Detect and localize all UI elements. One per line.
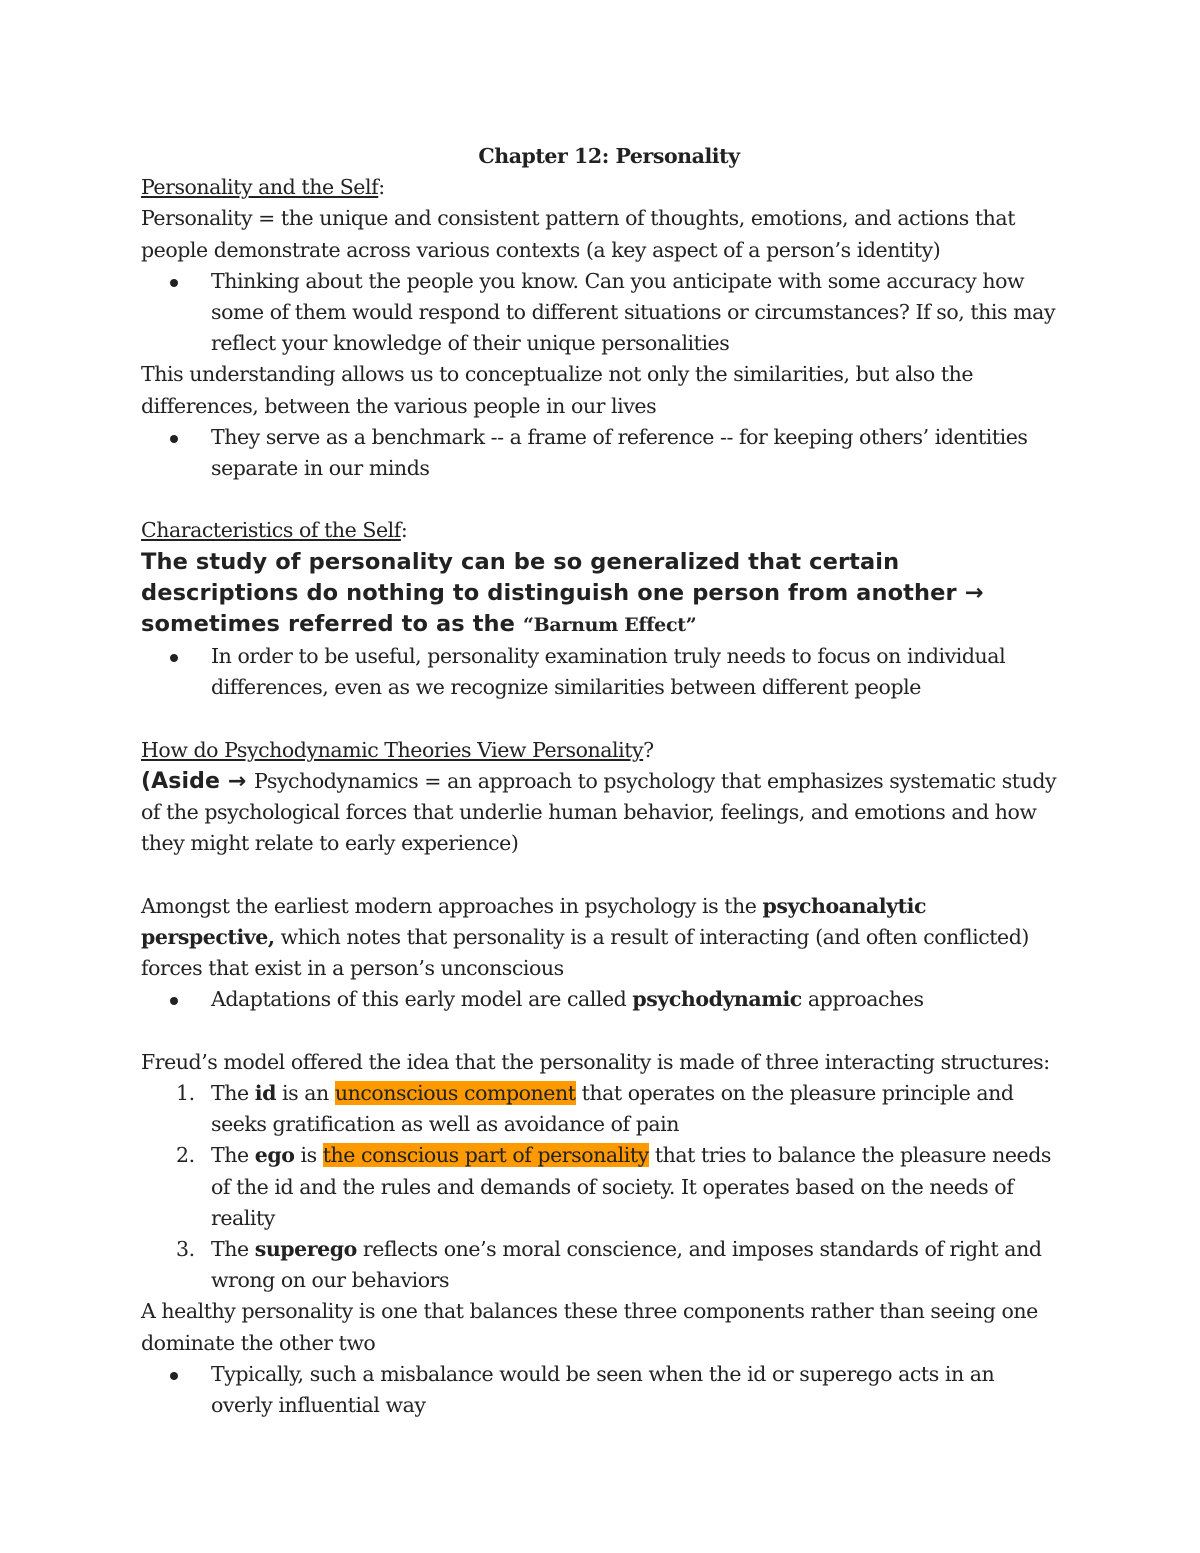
highlighted-text: unconscious component: [334, 1081, 576, 1106]
list-number: 3.: [176, 1237, 195, 1262]
id-term: id: [254, 1081, 276, 1106]
aside-lead: (Aside →: [141, 769, 255, 795]
text-run: which notes that personality is a result of interacting (and often conflicted) forces that exist in a person’s unconscious: [141, 925, 1029, 981]
heading-qmark: ?: [643, 737, 654, 762]
barnum-text: The study of personality can be so generalized that certain descriptions do nothing to distinguish one person from another → sometimes referred to as the: [141, 548, 984, 638]
list-number: 2.: [176, 1143, 195, 1168]
text-run: that tries to balance the pleasure needs of the id and the rules and demands of society. It operates based on the needs of reality: [211, 1143, 1051, 1230]
personality-definition: Personality = the unique and consistent pattern of thoughts, emotions, and actions that people demonstrate across various contexts (a key aspect of a person’s identity): [141, 206, 1015, 262]
healthy-personality-paragraph: A healthy personality is one that balances these three components rather than seeing one dominate the other two: [141, 1299, 1038, 1355]
text-run: is: [294, 1143, 323, 1168]
aside-paragraph: [141, 766, 1061, 860]
freud-model-paragraph: Freud’s model offered the idea that the personality is made of three interacting structures:: [141, 1049, 1050, 1074]
page-title: Chapter 12: Personality: [478, 144, 740, 168]
list-item-superego: [141, 1234, 1061, 1296]
aside-text: Psychodynamics = an approach to psychology that emphasizes systematic study of the psychological forces that underlie human behavior, feelings, and emotions and how they might relate to early experience): [141, 769, 1057, 856]
ego-term: ego: [254, 1143, 295, 1168]
list-item: Typically, such a misbalance would be seen when the id or superego acts in an overly influential way: [141, 1359, 1061, 1421]
text-run: approaches: [801, 987, 924, 1012]
heading-text: How do Psychodynamic Theories View Personality: [141, 737, 644, 762]
text-run: reflects one’s moral conscience, and imposes standards of right and wrong on our behaviors: [211, 1237, 1042, 1293]
list-item: In order to be useful, personality examination truly needs to focus on individual differences, even as we recognize similarities between different people: [141, 641, 1061, 703]
document-body: [141, 141, 1061, 1421]
heading-text: Personality and the Self: [141, 175, 379, 200]
text-run: The: [211, 1143, 255, 1168]
text-run: Adaptations of this early model are called: [211, 987, 633, 1012]
text-run: The: [211, 1237, 255, 1262]
bullet-list: [141, 641, 1061, 703]
list-item-id: [141, 1078, 1061, 1140]
spacer: [141, 1016, 1061, 1047]
text-run: Amongst the earliest modern approaches in psychology is the: [141, 893, 763, 918]
list-item-ego: [141, 1140, 1061, 1234]
section-characteristics-heading: [141, 515, 1061, 546]
heading-colon: :: [378, 175, 385, 200]
psychodynamic-term: psychodynamic: [632, 987, 802, 1012]
list-item: [141, 984, 1061, 1015]
psychoanalytic-term: psychoanalytic perspective,: [141, 893, 926, 950]
text-run: The: [211, 1081, 255, 1106]
bullet-list: [141, 422, 1061, 484]
heading-colon: :: [400, 518, 408, 543]
spacer: [141, 860, 1061, 891]
bullet-list: [141, 266, 1061, 360]
understanding-paragraph: This understanding allows us to conceptualize not only the similarities, but also the differences, between the various people in our lives: [141, 362, 974, 418]
list-item: They serve as a benchmark -- a frame of reference -- for keeping others’ identities separate in our minds: [141, 422, 1061, 484]
spacer: [141, 704, 1061, 735]
list-number: 1.: [176, 1081, 195, 1106]
section-psychodynamic-heading: [141, 735, 1061, 766]
numbered-list: [141, 1078, 1061, 1296]
text-run: that operates on the pleasure principle and seeks gratification as well as avoidance of pain: [211, 1081, 1014, 1137]
spacer: [141, 484, 1061, 515]
bullet-list: [141, 1359, 1061, 1421]
barnum-term: “Barnum Effect”: [522, 614, 697, 637]
highlighted-text: the conscious part of personality: [322, 1143, 649, 1168]
superego-term: superego: [254, 1237, 357, 1262]
bullet-list: [141, 984, 1061, 1015]
text-run: is an: [275, 1081, 335, 1106]
barnum-effect-paragraph: [141, 547, 1061, 642]
section-personality-and-self-heading: [141, 172, 1061, 203]
list-item: Thinking about the people you know. Can you anticipate with some accuracy how some of them would respond to different situations or circumstances? If so, this may reflect your knowledge of their unique personalities: [141, 266, 1061, 360]
psychoanalytic-paragraph: [141, 891, 1061, 985]
heading-text: Characteristics of the Self: [141, 518, 401, 543]
